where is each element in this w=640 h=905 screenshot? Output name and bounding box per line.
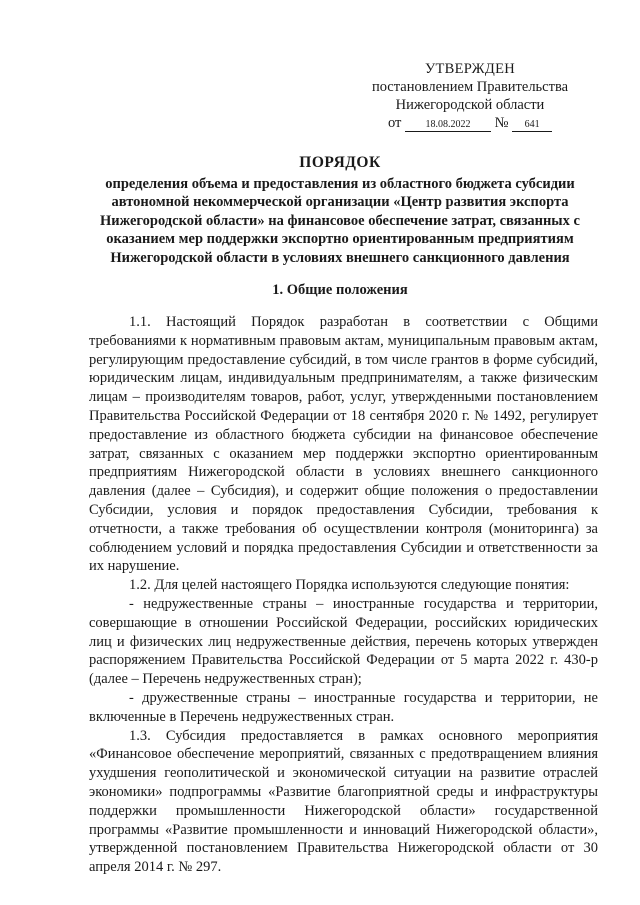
section-title: 1. Общие положения [272,282,408,298]
heading-line-1: определения объема и предоставления из областного бюджета субсидии [105,175,575,192]
document-body [89,313,598,877]
approval-reference [360,114,580,132]
approval-line-2: Нижегородской области [395,97,545,113]
approval-date: 18.08.2022 [405,119,491,132]
approval-number: 641 [512,119,552,132]
approval-number-label: № [494,115,509,131]
approval-line-1: постановлением Правительства [371,79,569,95]
paragraph-1-2-friendly: - дружественные страны – иностранные государства и территории, не включенные в Перечень недружественных стран. [89,689,598,725]
approval-from-label: от [388,115,402,131]
paragraph-1-2: 1.2. Для целей настоящего Порядка используются следующие понятия: [129,577,570,594]
heading-line-3: Нижегородской области» на финансовое обеспечение затрат, связанных с [100,212,580,229]
heading-line-2: автономной некоммерческой организации «Центр развития экспорта [111,194,569,211]
paragraph-1-2-unfriendly: - недружественные страны – иностранные государства и территории, совершающие в отношении Российской Федерации, российских юридических лиц и физических лиц недружественные действия, перечень которых утвержден распоряжением Правительства Российской Федерации от 5 марта 2022 г. 430-р (далее – Перечень недружественных стран); [89,595,598,688]
heading-line-5: Нижегородской области в условиях внешнего санкционного давления [110,249,570,266]
document-title: ПОРЯДОК [299,154,381,171]
heading-line-4: оказанием мер поддержки экспортно ориентированным предприятиям [106,231,574,248]
paragraph-1-1: 1.1. Настоящий Порядок разработан в соответствии с Общими требованиями к нормативным правовым актам, муниципальным правовым актам, регулирующим предоставление субсидий, в том числе грантов в форме субсидий, юридическим лицам, индивидуальным предпринимателям, а также физическим лицам – производителям товаров, работ, услуг, утвержденными постановлением Правительства Российской Федерации от 18 сентября 2020 г. № 1492, регулирует предоставление из областного бюджета субсидии на финансовое обеспечение затрат, связанных с оказанием мер поддержки экспортно ориентированным предприятиям Нижегородской области в условиях внешнего санкционного давления (далее – Субсидия), и содержит общие положения о предоставлении Субсидии, условия и порядок предоставления Субсидии, требования к отчетности, а также требования об осуществлении контроля (мониторинга) за соблюдением условий и порядка предоставления Субсидии и ответственности за их нарушение. [89,314,598,575]
approval-title: УТВЕРЖДЕН [424,61,516,77]
approval-stamp [360,60,580,132]
paragraph-1-3: 1.3. Субсидия предоставляется в рамках основного мероприятия «Финансовое обеспечение мероприятий, связанных с предотвращением влияния ухудшения геополитической и экономической ситуации на развитие отраслей экономики» подпрограммы «Развитие благоприятной среды и инфраструктуры поддержки промышленности Нижегородской области» государственной программы «Развитие промышленности и инноваций Нижегородской области», утвержденной постановлением Правительства Нижегородской области от 30 апреля 2014 г. № 297. [89,727,598,876]
document-heading [80,154,600,268]
